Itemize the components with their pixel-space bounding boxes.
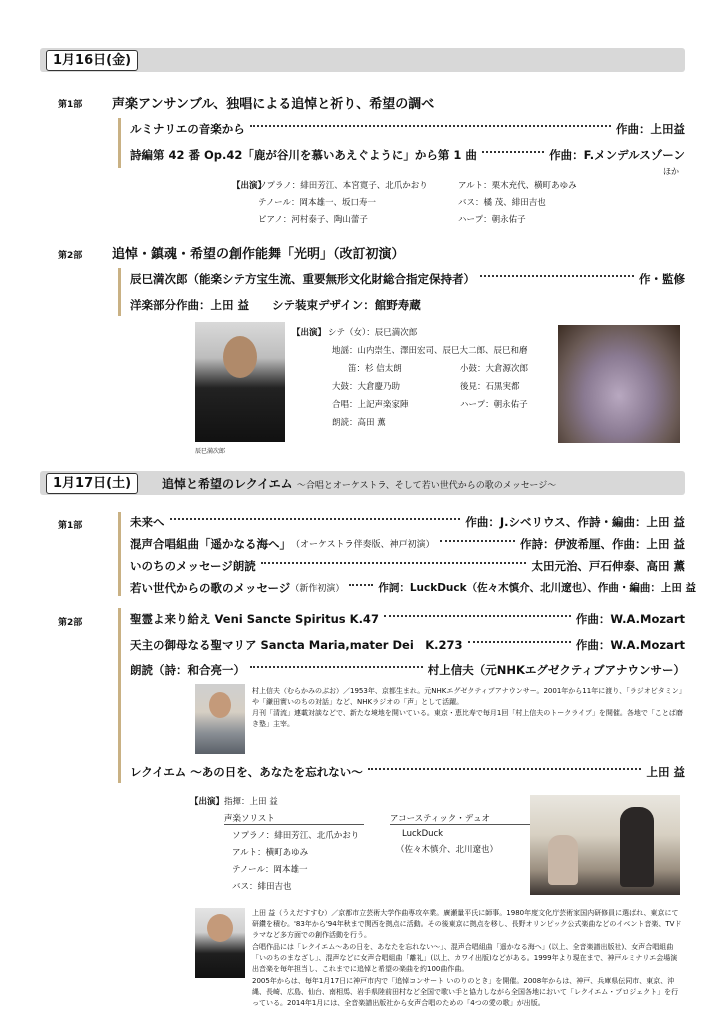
program-credit: 作曲：F.メンデルスゾーン <box>549 147 685 162</box>
program-credit: 作曲：上田益 <box>616 121 685 136</box>
day2-part2-label: 第2部 <box>58 618 83 628</box>
day1-date-label: 1月16日(金) <box>46 50 138 71</box>
figure-shape <box>548 835 578 885</box>
conductor-line: 指揮：上田 益 <box>224 797 278 807</box>
cast-line: シテ（女）：辰巳満次郎 <box>328 328 418 338</box>
cast-line: 笛：杉 信太朗 <box>348 364 402 374</box>
cast-line: 合唱：上記声楽家陣 <box>332 400 409 410</box>
program-title: いのちのメッセージ朗読 <box>130 558 256 573</box>
face-shape <box>223 336 257 378</box>
cast-role: ソプラノ： <box>258 181 301 191</box>
cast-label: 【出演】 <box>190 797 225 807</box>
day1-part1-bar <box>118 118 121 168</box>
dot-leader <box>170 518 461 520</box>
day1-part2-bar <box>118 268 121 316</box>
program-row <box>130 270 685 287</box>
cast-names: 横町あゆみ <box>265 848 309 858</box>
cast-names: 橘 茂、緋田吉也 <box>483 198 546 208</box>
cast-line <box>232 829 359 841</box>
cast-names: 岡本雄一、坂口寿一 <box>299 198 376 208</box>
program-row <box>130 146 685 163</box>
duo-heading: アコースティック・デュオ <box>390 812 530 825</box>
program-title: 洋楽部分作曲：上田 益 シテ装束デザイン：館野寿蔵 <box>130 297 421 312</box>
program-title: 詩編第 42 番 Op.42「鹿が谷川を慕いあえぐように」から第 1 曲 <box>130 147 477 162</box>
program-credit: 村上信夫（元NHKエグゼクティブアナウンサー） <box>427 662 685 677</box>
tatsumi-photo <box>195 322 285 442</box>
program-note: （新作初演） <box>290 584 345 594</box>
murakami-photo <box>195 684 245 754</box>
program-row <box>130 513 685 530</box>
program-note: （オーケストラ伴奏版、神戸初演） <box>291 540 435 550</box>
dot-leader <box>250 666 423 668</box>
cast-line: 地謡：山内崇生、澤田宏司、辰巳大二郎、辰巳和磨 <box>332 346 528 356</box>
program-title: 天主の御母なる聖マリア Sancta Maria,mater Dei K.273 <box>130 637 463 652</box>
cast-line: 大鼓：大倉慶乃助 <box>332 382 401 392</box>
dot-leader <box>480 275 634 277</box>
program-title: 聖霊よ来り給え Veni Sancte Spiritus K.47 <box>130 611 379 626</box>
day1-part2-title: 追悼・鎮魂・希望の創作能舞「光明」（改訂初演） <box>112 247 405 262</box>
luckduck-photo <box>530 795 680 895</box>
program-title: 朗読（詩：和合亮一） <box>130 662 245 677</box>
day2-date-label: 1月17日(土) <box>46 473 138 494</box>
dot-leader <box>440 540 515 542</box>
cast-line <box>458 213 526 225</box>
cast-label: 【出演】 <box>232 181 267 191</box>
day2-part1-label: 第1部 <box>58 521 83 531</box>
day2-title-main: 追悼と希望のレクイエム <box>162 477 293 491</box>
dot-leader <box>468 641 571 643</box>
program-title: 未来へ <box>130 514 165 529</box>
cast-line <box>258 213 368 225</box>
dot-leader <box>349 584 373 586</box>
program-credit: 上田 益 <box>646 764 685 779</box>
program-credit: 作曲：W.A.Mozart <box>575 611 685 626</box>
cast-line <box>232 880 292 892</box>
cast-names: 栗木充代、横町あゆみ <box>491 181 577 191</box>
cast-names: 緋田吉也 <box>257 882 292 892</box>
program-title: 混声合唱組曲「遥かなる海へ」 <box>130 536 291 551</box>
cast-names: 朝永佑子 <box>491 215 526 225</box>
murakami-bio: 村上信夫（むらかみのぶお）／1953年、京都生まれ。元NHKエグゼクティブアナウンサー。2001年から11年に渡り、「ラジオビタミン」や「鎌田實いのちの対話」など、NHKラジオの「声」として活躍。 <box>252 687 683 706</box>
cast-names: 岡本雄一 <box>273 865 308 875</box>
noh-performance-photo <box>558 325 680 443</box>
day2-title <box>162 475 556 492</box>
cast-role: テノール： <box>232 865 274 875</box>
day2-part2-bar <box>118 608 121 783</box>
cast-label: 【出演】 <box>292 328 327 338</box>
program-credit: 作詩：伊波希厘、作曲：上田 益 <box>519 536 685 551</box>
dot-leader <box>261 562 527 564</box>
program-row <box>130 579 697 596</box>
dot-leader <box>482 151 544 153</box>
face-shape <box>207 914 233 942</box>
program-credit: 作詞：LuckDuck（佐々木慎介、北川遼也）、作曲・編曲：上田 益 <box>378 582 697 594</box>
program-credit: 作曲：W.A.Mozart <box>575 637 685 652</box>
soloists-heading: 声楽ソリスト <box>224 812 364 825</box>
face-shape <box>209 692 231 718</box>
dot-leader <box>368 768 642 770</box>
cast-names: 河村泰子、陶山蕾子 <box>291 215 368 225</box>
program-row <box>130 120 685 137</box>
program-row <box>130 610 685 627</box>
figure-shape <box>620 807 654 887</box>
cast-line <box>258 196 376 208</box>
program-credit: 作曲：J.シベリウス、作詩・編曲：上田 益 <box>465 514 685 529</box>
program-title: 辰巳満次郎（能楽シテ方宝生流、重要無形文化財総合指定保持者） <box>130 271 475 286</box>
cast-role: ソプラノ： <box>232 831 275 841</box>
day1-part1-title: 声楽アンサンブル、独唱による追悼と祈り、希望の調べ <box>112 97 435 112</box>
day2-header-band <box>40 471 685 495</box>
day2-part1-bar <box>118 512 121 596</box>
cast-line: ハープ：朝永佑子 <box>460 400 528 410</box>
program-credit: 太田元治、戸石伸泰、高田 薫 <box>531 558 685 573</box>
cast-role: テノール： <box>258 198 300 208</box>
cast-role: ピアノ： <box>258 215 292 225</box>
day1-part2-label: 第2部 <box>58 251 83 261</box>
cast-line <box>232 846 308 858</box>
day2-subtitle: 〜合唱とオーケストラ、そして若い世代からの歌のメッセージ〜 <box>296 481 557 491</box>
ueda-bio-1: 上田 益（うえだすすむ）／京都市立芸術大学作曲専攻卒業。廣瀬量平氏に師事。1980年度文化庁芸術家国内研修員に選ばれ、東京にて研鑽を積む。'83年から'94年秋まで関西を拠点に活動。その後東京に拠点を移し、長野オリンピック公式楽曲などのイベント音楽、TVドラマなど多方面での創作活動を行う。 <box>252 909 682 939</box>
program-row <box>130 296 685 313</box>
ueda-photo <box>195 908 245 978</box>
cast-line <box>458 196 546 208</box>
cast-line <box>258 179 428 191</box>
program-credit: 作・監修 <box>639 271 685 286</box>
hoka-note: ほか <box>663 167 679 176</box>
program-row <box>130 557 685 574</box>
cast-line <box>458 179 577 191</box>
photo-caption: 辰巳満次郎 <box>195 448 226 455</box>
cast-line: 朗読：高田 薫 <box>332 418 386 428</box>
program-row <box>130 636 685 653</box>
cast-role: バス： <box>458 198 484 208</box>
cast-line: 小鼓：大倉源次郎 <box>460 364 529 374</box>
program-row <box>130 661 685 678</box>
cast-role: バス： <box>232 882 258 892</box>
cast-line: 後見：石黒実都 <box>460 382 520 392</box>
dot-leader <box>384 615 571 617</box>
program-row <box>130 535 685 552</box>
cast-role: ハープ： <box>458 215 492 225</box>
cast-names: 緋田芳江、本宮寛子、北爪かおり <box>300 181 428 191</box>
duo-members: （佐々木慎介、北川遼也） <box>396 845 499 855</box>
program-title: レクイエム 〜あの日を、あなたを忘れない〜 <box>130 764 363 779</box>
cast-names: 緋田芳江、北爪かおり <box>274 831 360 841</box>
cast-role: アルト： <box>232 848 266 858</box>
day1-header-band <box>40 48 685 72</box>
program-title: ルミナリエの音楽から <box>130 121 245 136</box>
program-title: 若い世代からの歌のメッセージ <box>130 580 291 595</box>
duo-name: LuckDuck <box>402 829 444 839</box>
cast-line <box>232 863 308 875</box>
murakami-bio-2: 月刊「清流」連載対談などで、新たな境地を開いている。東京・恵比寿で毎月1回「村上信夫のトークライブ」を開催。各地で「ことば磨き塾」主宰。 <box>252 709 683 728</box>
program-row <box>130 763 685 780</box>
cast-role: アルト： <box>458 181 492 191</box>
day1-part1-label: 第1部 <box>58 100 83 110</box>
ueda-bio-3: 2005年からは、毎年1月17日に神戸市内で「追悼コンサート いのりのとき」を開催。2008年からは、神戸、兵庫県伝同市、東京、沖縄、長崎、広島、仙台、南相馬、岩手県陸前田村など全国で歌い手と協力しながら全国各地において「レクイエム・プロジェクト」を行っている。2014年1月には、全音楽譜出版社から女声合唱のための「4つの愛の歌」が出版。 <box>252 977 679 1007</box>
ueda-bio-2: 合唱作品には「レクイエム〜あの日を、あなたを忘れない〜」、混声合唱組曲「遥かなる海へ」(以上、全音楽譜出版社)、女声合唱組曲「いのちのまなざし」、混声などに女声合唱組曲「離礼」(以上、カワイ出版)などがある。1999年より現在まで、神戸ルミナリエ会場演出音楽を毎年担当し、これまでに追悼と希望の楽曲を約100曲作曲。 <box>252 943 678 973</box>
dot-leader <box>250 125 611 127</box>
